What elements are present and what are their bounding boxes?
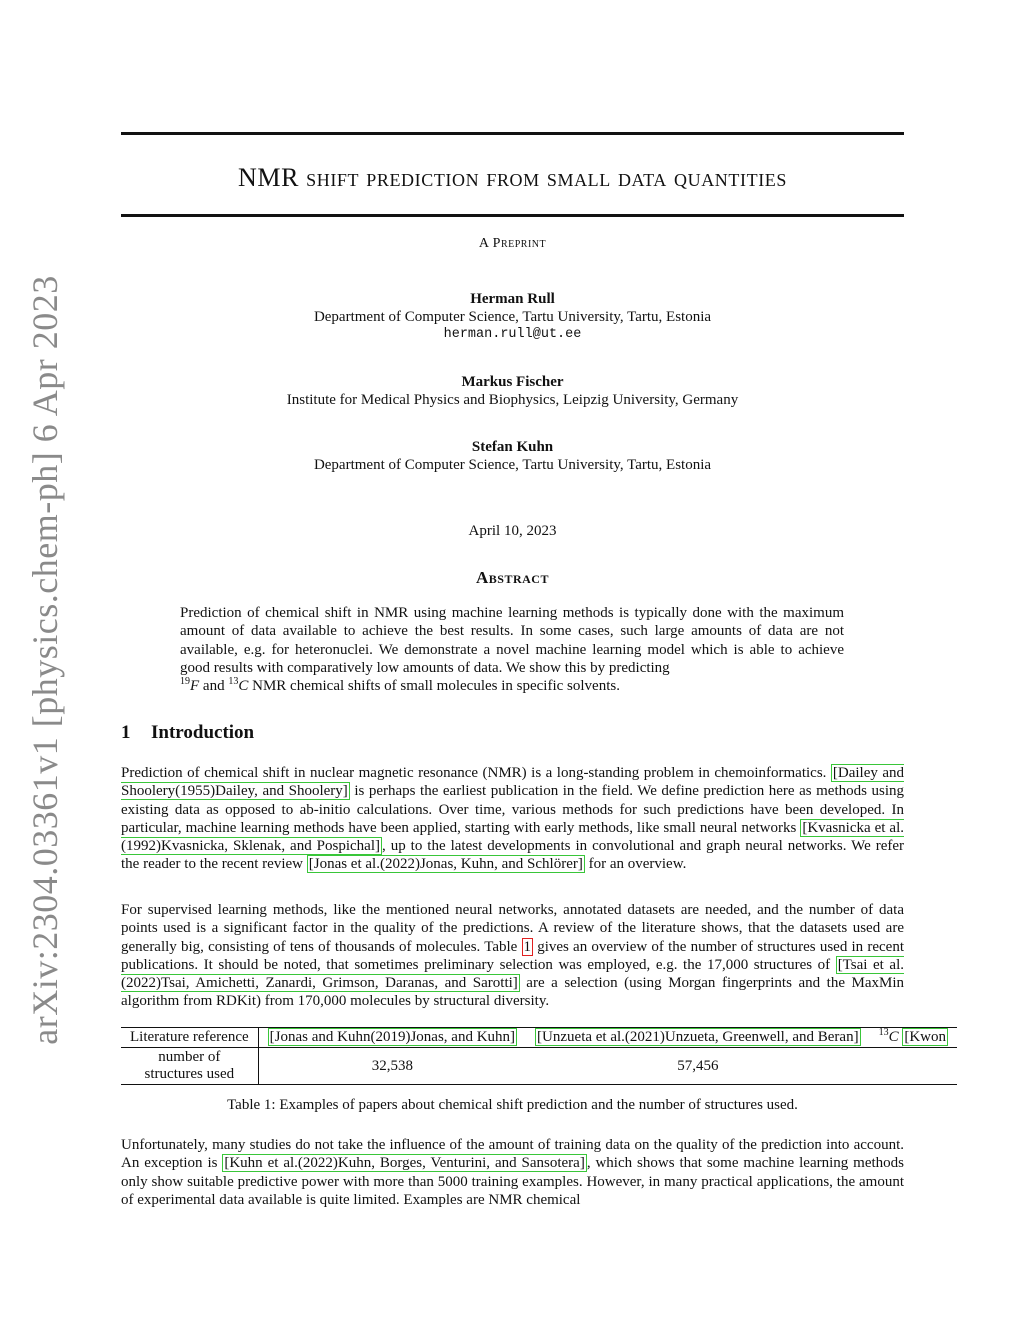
paragraph-text: , up to the latest developments in convolutional and graph neural networks. We refer the reader to the recent review — [121, 838, 905, 873]
structures-table — [121, 1027, 957, 1085]
row-header-line: structures used — [144, 1066, 235, 1082]
isotope-superscript: 13 — [878, 1027, 889, 1038]
paragraph-text: is perhaps the earliest publication in the field. We define prediction here as methods using existing data as opposed to ab-initio calculations. Over time, various methods for such predictions have been developed. In particular, machine learning methods have been applied, starting with early methods, like small neural networks — [121, 783, 905, 836]
citation-link[interactable]: [Kuhn et al.(2022)Kuhn, Borges, Venturini, and Sansotera] — [224, 1155, 585, 1172]
author-email[interactable]: herman.rull@ut.ee — [443, 327, 582, 342]
table-row — [121, 1048, 957, 1085]
table-caption: Table 1: Examples of papers about chemical shift prediction and the number of structures used. — [227, 1097, 798, 1113]
author-block — [121, 290, 904, 344]
element-symbol: C — [888, 1029, 899, 1045]
paper-title: NMR shift prediction from small data quantities — [237, 163, 787, 192]
top-rule — [121, 132, 904, 135]
row-header-line: number of — [158, 1049, 221, 1065]
paper-date: April 10, 2023 — [468, 523, 557, 539]
element-symbol: C — [238, 678, 249, 695]
author-affiliation: Institute for Medical Physics and Biophysics, Leipzig University, Germany — [286, 392, 739, 408]
table-cell — [526, 1028, 870, 1048]
citation-link[interactable]: [Jonas et al.(2022)Jonas, Kuhn, and Schlörer] — [308, 856, 583, 873]
citation-link[interactable]: [Dailey and Shoolery(1955)Dailey, and Shoolery] — [121, 765, 905, 800]
citation-link[interactable]: [Kwon — [904, 1029, 947, 1045]
author-block — [121, 438, 904, 474]
title-rule — [121, 214, 904, 217]
author-block — [121, 373, 904, 409]
citation-link[interactable]: [Kvasnicka et al.(1992)Kvasnicka, Sklenak, and Pospichal] — [121, 819, 904, 855]
paragraph-text: Prediction of chemical shift in nuclear magnetic resonance (NMR) is a long-standing problem in chemoinformatics. — [121, 765, 831, 781]
section-title: Introduction — [151, 722, 255, 743]
row-header-structures — [121, 1048, 258, 1085]
author-affiliation: Department of Computer Science, Tartu University, Tartu, Estonia — [313, 309, 712, 325]
table-cell-value — [870, 1048, 957, 1085]
intro-paragraph-3 — [121, 1136, 904, 1209]
arxiv-stamp: arXiv:2304.03361v1 [physics.chem-ph] 6 Apr 2023 — [25, 275, 65, 1045]
author-name: Stefan Kuhn — [471, 439, 554, 455]
citation-link[interactable]: [Unzueta et al.(2021)Unzueta, Greenwell, and Beran] — [537, 1029, 859, 1045]
citation-link[interactable]: [Jonas and Kuhn(2019)Jonas, and Kuhn] — [269, 1029, 516, 1045]
isotope-superscript: 19 — [180, 676, 190, 688]
row-header-literature: Literature reference — [121, 1028, 258, 1048]
paragraph-text: gives an overview of the number of structures used in recent publications. It should be noted, that sometimes preliminary selection was employed, e.g. the 17,000 structures of — [121, 938, 904, 973]
intro-paragraph-1 — [121, 764, 904, 874]
preprint-label: A Preprint — [478, 236, 547, 251]
table-cell — [870, 1028, 957, 1048]
author-affiliation: Department of Computer Science, Tartu University, Tartu, Estonia — [313, 457, 712, 473]
section-number: 1 — [121, 722, 131, 743]
abstract-conjunction: and — [199, 678, 229, 695]
section-heading — [121, 722, 254, 744]
table-cell-value: 32,538 — [258, 1048, 526, 1085]
paragraph-text: for an overview. — [584, 856, 687, 873]
abstract-heading: Abstract — [476, 568, 549, 587]
table-reference-link[interactable]: 1 — [523, 938, 532, 955]
table-cell — [258, 1028, 526, 1048]
abstract-end-text: NMR chemical shifts of small molecules in specific solvents. — [248, 678, 620, 695]
citation-link[interactable]: [Tsai et al.(2022)Tsai, Amichetti, Zanardi, Grimson, Daranas, and Sarotti] — [121, 956, 904, 992]
isotope-superscript: 13 — [228, 676, 239, 688]
table-cell-value: 57,456 — [526, 1048, 870, 1085]
paragraph-text: are a selection (using Morgan fingerprints and the MaxMin algorithm from RDKit) from 170,000 molecules by structural diversity. — [121, 975, 905, 1010]
abstract-main-text: Prediction of chemical shift in NMR using machine learning methods is typically done with the maximum amount of data available to achieve the best results. In some cases, such large amounts of data are not available, e.g. for heteronuclei. We demonstrate a novel machine learning model which is able to achieve good results with comparatively low amounts of data. We show this by predicting — [180, 605, 844, 676]
paragraph-text: Unfortunately, many studies do not take the influence of the amount of training data on the quality of the prediction into account. An exception is — [121, 1137, 904, 1172]
author-name: Markus Fischer — [461, 374, 564, 390]
table-row — [121, 1028, 957, 1048]
author-name: Herman Rull — [470, 291, 555, 307]
intro-paragraph-2 — [121, 901, 904, 1011]
paragraph-text: , which shows that some machine learning methods only show suitable predictive power with more than 5000 training examples. However, in many practical applications, the amount of experimental data available is quite limited. Examples are NMR chemical — [121, 1155, 904, 1208]
element-symbol: F — [190, 678, 200, 695]
paragraph-text: For supervised learning methods, like the mentioned neural networks, annotated datasets are needed, and the number of data points used is a significant factor in the quality of the predictions. A review of the literature shows, that the datasets used are generally big, consisting of tens of thousands of molecules. Table — [121, 902, 904, 955]
abstract-text — [180, 604, 844, 695]
table-1 — [121, 1027, 1024, 1085]
